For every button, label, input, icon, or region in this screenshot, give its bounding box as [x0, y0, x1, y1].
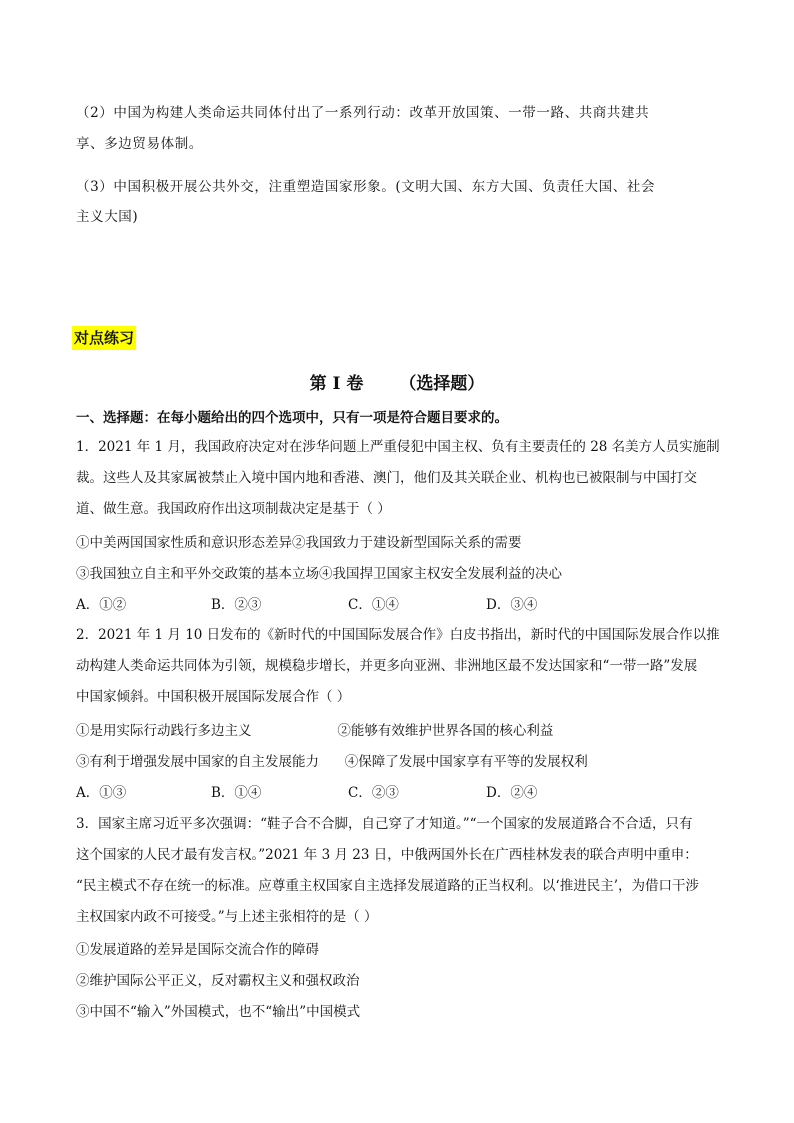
question-1-stem-line-1: 1．2021 年 1 月，我国政府决定对在涉华问题上严重侵犯中国主权、负有主要责任的 28 名美方人员实施制 [76, 439, 720, 455]
question-3-statement-line-3: ③中国不“输入”外国模式，也不“输出”中国模式 [76, 1004, 361, 1020]
question-1-stem-line-2: 裁。这些人及其家属被禁止入境中国内地和香港、澳门，他们及其关联企业、机构也已被限制与中国打交 [76, 470, 697, 486]
question-2-stem-line-3: 中国家倾斜。中国积极开展国际发展合作（ ） [76, 689, 351, 705]
question-2-statement-line-2: ③有利于增强发展中国家的自主发展能力 ④保障了发展中国家享有平等的发展权利 [76, 754, 588, 770]
question-3-stem-line-2: 这个国家的人民才最有发言权。”2021 年 3 月 23 日，中俄两国外长在广西桂林发表的联合声明中重申： [76, 847, 698, 863]
question-2-options [76, 783, 716, 803]
question-2-stem-line-2: 动构建人类命运共同体为引领，规模稳步增长，并更多向亚洲、非洲地区最不发达国家和“一带一路”发展 [76, 658, 698, 674]
question-1-statement-line-2: ③我国独立自主和平外交政策的基本立场④我国捍卫国家主权安全发展利益的决心 [76, 566, 562, 582]
question-3-stem-line-4: 主权国家内政不可接受。”与上述主张相符的是（ ） [76, 909, 378, 925]
question-1-statement-line-1: ①中美两国国家性质和意识形态差异②我国致力于建设新型国际关系的需要 [76, 535, 522, 551]
question-1-stem-line-3: 道、做生意。我国政府作出这项制裁决定是基于（ ） [76, 501, 391, 517]
intro-point-3-line-1: （3）中国积极开展公共外交，注重塑造国家形象。(文明大国、东方大国、负责任大国、社会 [76, 179, 656, 195]
question-3-statement-line-1: ①发展道路的差异是国际交流合作的障碍 [76, 942, 319, 958]
volume-title-part-1: 第 I 卷 [309, 374, 364, 394]
question-2-option-d: D．②④ [486, 785, 538, 801]
intro-point-3-line-2: 主义大国) [76, 209, 139, 225]
question-2-stem-line-1: 2．2021 年 1 月 10 日发布的《新时代的中国国际发展合作》白皮书指出，新时代的中国国际发展合作以推 [76, 627, 720, 643]
volume-title [0, 372, 794, 396]
volume-title-part-2: （选择题） [399, 374, 485, 394]
question-1-option-b: B．②③ [211, 597, 262, 613]
question-2-option-c: C．②③ [348, 785, 399, 801]
question-1-options [76, 595, 716, 615]
question-2-option-b: B．①④ [211, 785, 262, 801]
instruction [76, 408, 508, 428]
question-3-stem-line-1: 3．国家主席习近平多次强调：“鞋子合不合脚，自己穿了才知道。”“一个国家的发展道路合不合适，只有 [76, 816, 693, 832]
question-1-option-d: D．③④ [486, 597, 538, 613]
intro-point-2-line-1: （2）中国为构建人类命运共同体付出了一系列行动：改革开放国策、一带一路、共商共建共 [76, 105, 650, 121]
question-2-option-a: A．①③ [76, 785, 127, 801]
question-1-option-c: C．①④ [348, 597, 399, 613]
question-3-statement-line-2: ②维护国际公平正义，反对霸权主义和强权政治 [76, 973, 360, 989]
question-3-stem-line-3: “民主模式不存在统一的标准。应尊重主权国家自主选择发展道路的正当权利。以‘推进民主’，为借口干涉 [76, 878, 699, 894]
intro-point-2-line-2: 享、多边贸易体制。 [76, 136, 203, 152]
instruction-suffix: ，只有一项是符合题目要求的。 [319, 410, 508, 426]
section-label-highlight: 对点练习 [72, 326, 136, 350]
instruction-prefix: 一、选择题：在每小题给出的 [76, 410, 252, 426]
question-1-option-a: A．①② [76, 597, 127, 613]
instruction-emphasis: 四个选项中 [251, 410, 319, 426]
question-2-statement-line-1: ①是用实际行动践行多边主义 ②能够有效维护世界各国的核心利益 [76, 723, 554, 739]
